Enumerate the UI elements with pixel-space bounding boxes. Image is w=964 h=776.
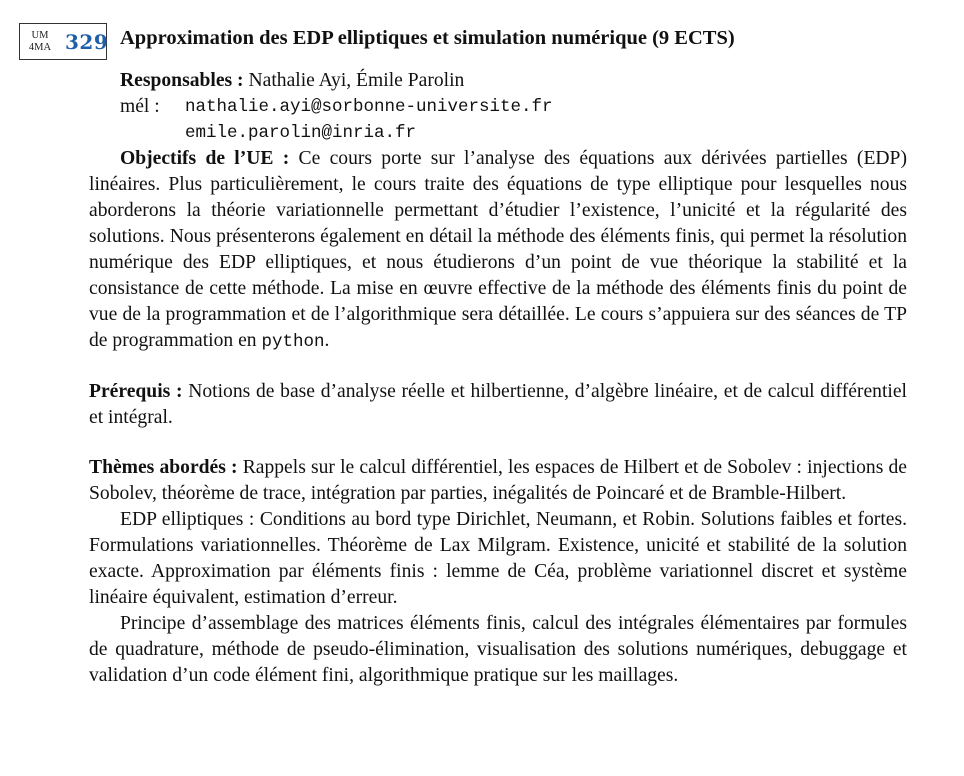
objectifs-label: Objectifs de l’UE : [120,148,290,169]
themes-paragraph-3: Principe d’assemblage des matrices éléments finis, calcul des intégrales élémentaires par formules de quadrature, méthode de pseudo-élimination, visualisation des solutions numériques, debuggage et validation d’un code élément fini, algorithmique pratique sur les maillages. [89,613,907,686]
themes-label: Thèmes abordés : [89,457,238,478]
email-address-1[interactable]: nathalie.ayi@sorbonne-universite.fr [185,97,553,117]
course-title: Approximation des EDP elliptiques et simulation numérique (9 ECTS) [120,27,735,49]
prerequis-text: Notions de base d’analyse réelle et hilbertienne, d’algèbre linéaire, et de calcul différentiel et intégral. [89,381,907,428]
objectifs-text: Ce cours porte sur l’analyse des équations aux dérivées partielles (EDP) linéaires. Plus particulièrement, le cours traite des équations de type elliptique pour lesquelles nous aborderons la théorie variationnelle permettant d’étudier l’existence, l’unicité et la régularité des solutions. Nous présenterons également en détail la méthode des éléments finis, qui permet la résolution numérique des EDP elliptiques, et nous étudierons d’un point de vue théorique la stabilité et la consistance de cette méthode. La mise en œuvre effective de la méthode des éléments finis du point de vue de la programmation et de l’algorithmique sera détaillée. Le cours s’appuiera sur des séances de TP de programmation en [89,148,907,351]
course-description [89,68,907,689]
email-row-1 [89,94,907,120]
code-level: 4MA [28,42,52,53]
course-code-box [19,23,107,60]
python-code-word: python [261,332,325,352]
objectifs-paragraph [89,146,907,355]
course-number: 329 [65,30,109,54]
responsables-names: Nathalie Ayi, Émile Parolin [248,70,465,91]
email-address-2[interactable]: emile.parolin@inria.fr [185,123,417,143]
prerequis-label: Prérequis : [89,381,183,402]
prerequis-paragraph [89,379,907,431]
responsables-line [89,68,907,94]
email-row-2 [89,120,907,146]
code-prefix: UM [31,30,49,41]
themes-text: Rappels sur le calcul différentiel, les espaces de Hilbert et de Sobolev : injections de Sobolev, théorème de trace, intégration par parties, inégalités de Poincaré et de Bramble-Hilbert. [89,457,907,504]
themes-paragraph-2: EDP elliptiques : Conditions au bord type Dirichlet, Neumann, et Robin. Solutions faibles et fortes. Formulations variationnelles. Théorème de Lax Milgram. Existence, unicité et stabilité de la solution exacte. Approximation par éléments finis : lemme de Céa, problème variationnel discret et système linéaire équivalent, estimation d’erreur. [89,509,907,608]
responsables-label: Responsables : [120,70,244,91]
objectifs-end: . [324,330,330,351]
themes-paragraph [89,455,907,507]
email-label: mél : [120,96,160,117]
